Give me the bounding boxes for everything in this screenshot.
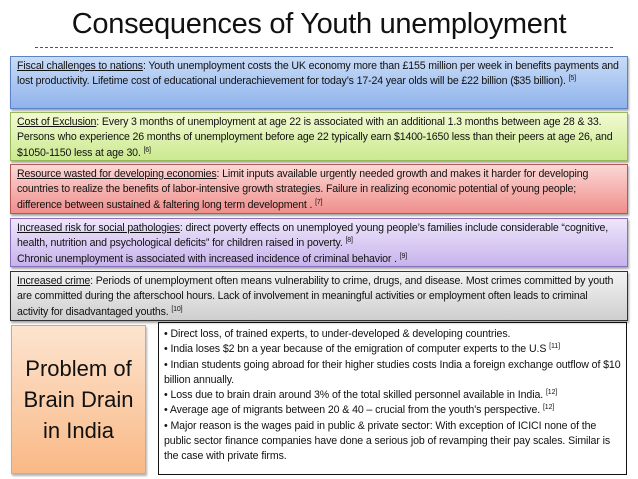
list-item	[164, 419, 621, 465]
section-text: : Every 3 months of unemployment at age 22 is associated with an additional 1.3 months between age 28 & 33. Persons who experience 26 months of unemployment before age 22 typically earn $1400-1650 less than their peers at age 26, and $1050-1150 less at age 30.	[17, 116, 613, 159]
resource-wasted-box	[10, 164, 628, 214]
section-text: : Periods of unemployment often means vulnerability to crime, drugs, and disease. Most crimes committed by youth are committed during the afterschool hours. Lack of involvement in meaningful activities or employment often leads to criminal activity for disadvantaged youths.	[17, 275, 614, 318]
citation: [5]	[568, 75, 576, 83]
bullet-text: • Loss due to brain drain around 3% of the total skilled personnel available in India.	[164, 389, 546, 402]
bullet-text: • India loses $2 bn a year because of the emigration of computer experts to the U.S	[164, 343, 550, 356]
bullet-text: • Direct loss, of trained experts, to under-developed & developing countries.	[164, 328, 511, 340]
bullet-text: • Major reason is the wages paid in public & private sector: With exception of ICICI none of the public sector finance companies have done a serious job of revamping their pay scales. Similar is the case with private firms.	[164, 419, 611, 463]
brain-drain-title-box	[11, 325, 146, 474]
citation: [11]	[549, 343, 560, 351]
slide-title: Consequences of Youth unemployment	[71, 8, 567, 40]
brain-drain-list	[158, 322, 627, 475]
list-item	[164, 388, 621, 403]
title-divider	[35, 47, 613, 48]
list-item	[164, 342, 621, 357]
section-heading: Cost of Exclusion	[17, 116, 97, 128]
list-item	[164, 358, 621, 389]
fiscal-challenges-box	[10, 56, 628, 109]
section-heading: Resource wasted for developing economies	[17, 168, 217, 180]
bullet-text: • Indian students going abroad for their higher studies costs India a foreign exchange outflow of $10 billion annually.	[164, 358, 621, 386]
citation: [9]	[399, 252, 407, 260]
list-item	[164, 403, 621, 418]
citation: [12]	[542, 404, 555, 412]
brain-drain-title: Problem of Brain Drain in India	[23, 356, 134, 443]
citation: [12]	[545, 389, 558, 397]
section-text: Chronic unemployment is associated with increased incidence of criminal behavior .	[17, 252, 400, 265]
citation: [10]	[171, 305, 183, 313]
increased-crime-box	[10, 271, 628, 321]
section-heading: Increased crime	[17, 275, 91, 287]
citation: [6]	[143, 146, 151, 154]
citation: [7]	[315, 198, 323, 206]
bullet-text: • Average age of migrants between 20 & 40 – crucial from the youth's perspective.	[164, 404, 543, 417]
section-text: : Youth unemployment costs the UK economy more than £155 million per week in benefits payments and lost productivity. Lifetime cost of educational underachievement for today’s 17-24 year olds will be £22 billion ($35 billion).	[17, 60, 619, 88]
section-text: : direct poverty effects on unemployed young people’s families include considerable “cognitive, health, nutrition and psychological deficits” for children raised in poverty.	[17, 222, 609, 250]
citation: [8]	[345, 237, 353, 245]
cost-of-exclusion-box	[10, 112, 628, 161]
section-heading: Increased risk for social pathologies	[17, 222, 180, 234]
section-text: : Limit inputs available urgently needed growth and makes it harder for developing countries to realize the benefits of labor-intensive growth strategies. Failure in realizing economic potential of young people; difference between sustained & faltering long term development .	[17, 168, 589, 211]
social-pathologies-box	[10, 218, 628, 267]
section-heading: Fiscal challenges to nations	[17, 60, 143, 72]
list-item	[164, 327, 621, 342]
